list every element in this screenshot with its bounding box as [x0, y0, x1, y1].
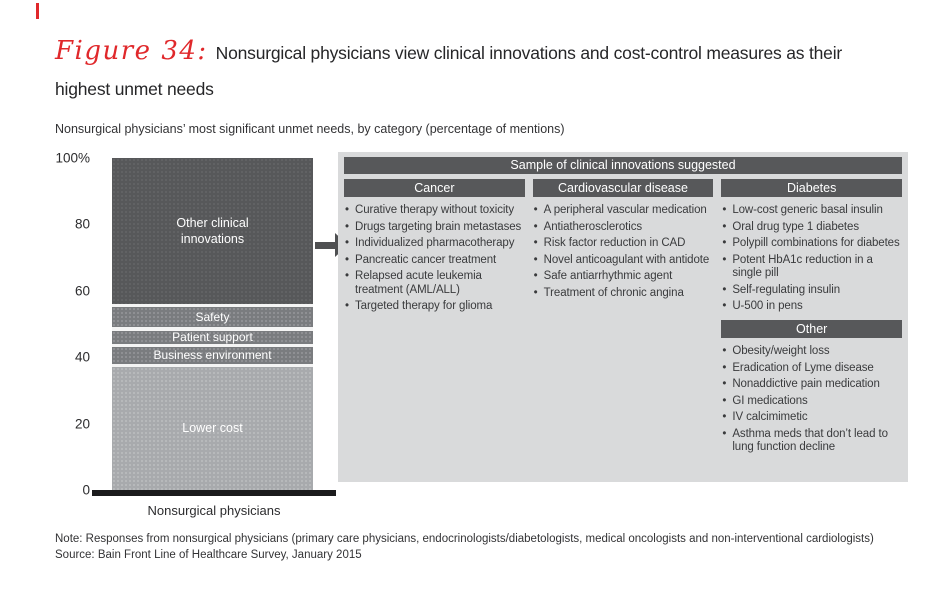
list-item: • Risk factor reduction in CAD [533, 237, 714, 251]
panel-columns [344, 179, 902, 458]
cardiovascular-list [533, 204, 714, 300]
column-header-cardiovascular: Cardiovascular disease [533, 179, 714, 197]
list-item: • Antiatherosclerotics [533, 221, 714, 235]
bar-segment [112, 367, 313, 490]
y-axis-tick-label: 100% [55, 150, 90, 166]
list-item: • Novel anticoagulant with antidote [533, 254, 714, 268]
column-header-other: Other [721, 320, 902, 338]
bar-segment [112, 331, 313, 344]
diabetes-list [721, 204, 902, 314]
bar-segment-label: Business environment [153, 348, 272, 363]
innovations-panel [338, 152, 908, 482]
column-header-diabetes: Diabetes [721, 179, 902, 197]
list-item: • Safe antiarrhythmic agent [533, 270, 714, 284]
list-item: • Relapsed acute leukemia treatment (AML/ALL) [344, 270, 525, 297]
cancer-list [344, 204, 525, 314]
list-item: • Asthma meds that don’t lead to lung function decline [721, 428, 902, 455]
list-item: • Targeted therapy for glioma [344, 300, 525, 314]
x-axis-line [92, 490, 336, 496]
list-item: • Drugs targeting brain metastases [344, 221, 525, 235]
y-axis-tick-label: 40 [74, 349, 90, 365]
list-item: • GI medications [721, 395, 902, 409]
x-axis-label: Nonsurgical physicians [147, 503, 281, 518]
chart-subtitle: Nonsurgical physicians’ most significant unmet needs, by category (percentage of mentions) [55, 122, 565, 136]
list-item: • Polypill combinations for diabetes [721, 237, 902, 251]
panel-column-cardiovascular [533, 179, 714, 458]
source-text: Source: Bain Front Line of Healthcare Survey, January 2015 [55, 549, 362, 561]
bar-segment-label: Other clinical innovations [176, 215, 249, 247]
list-item: • Potent HbA1c reduction in a single pill [721, 254, 902, 281]
y-axis-tick-label: 60 [74, 283, 90, 299]
list-item: • A peripheral vascular medication [533, 204, 714, 218]
list-item: • IV calcimimetic [721, 411, 902, 425]
bar-segment [112, 158, 313, 304]
bar-segment [112, 307, 313, 327]
list-item: • Self-regulating insulin [721, 284, 902, 298]
panel-column-cancer [344, 179, 525, 458]
note-text: Note: Responses from nonsurgical physicians (primary care physicians, endocrinologists/diabetologists, medical oncologists and non-interventional cardiologists) [55, 533, 874, 545]
arrow-shaft [315, 242, 336, 249]
stacked-bar [112, 158, 313, 490]
y-axis-tick-label: 80 [74, 216, 90, 232]
figure-number-label: Figure 34: [55, 36, 208, 66]
list-item: • Individualized pharmacotherapy [344, 237, 525, 251]
list-item: • Low-cost generic basal insulin [721, 204, 902, 218]
other-list [721, 345, 902, 455]
panel-column-diabetes [721, 179, 902, 458]
list-item: • Nonaddictive pain medication [721, 378, 902, 392]
bar-segment-label: Patient support [172, 330, 253, 344]
list-item: • Oral drug type 1 diabetes [721, 221, 902, 235]
red-accent-mark [36, 3, 39, 19]
list-item: • Pancreatic cancer treatment [344, 254, 525, 268]
bar-segment-label: Safety [195, 310, 230, 325]
list-item: • Eradication of Lyme disease [721, 362, 902, 376]
list-item: • Treatment of chronic angina [533, 287, 714, 301]
y-axis-tick-label: 20 [74, 416, 90, 432]
y-axis [36, 150, 90, 498]
column-header-cancer: Cancer [344, 179, 525, 197]
panel-header: Sample of clinical innovations suggested [344, 157, 902, 174]
figure-title [55, 34, 893, 108]
figure-title-text: Nonsurgical physicians view clinical innovations and cost-control measures as their highest unmet needs [55, 43, 843, 99]
list-item: • Curative therapy without toxicity [344, 204, 525, 218]
bar-segment [112, 347, 313, 364]
list-item: • Obesity/weight loss [721, 345, 902, 359]
y-axis-tick-label: 0 [82, 482, 90, 498]
bar-segment-label: Lower cost [182, 421, 243, 436]
list-item: • U-500 in pens [721, 300, 902, 314]
